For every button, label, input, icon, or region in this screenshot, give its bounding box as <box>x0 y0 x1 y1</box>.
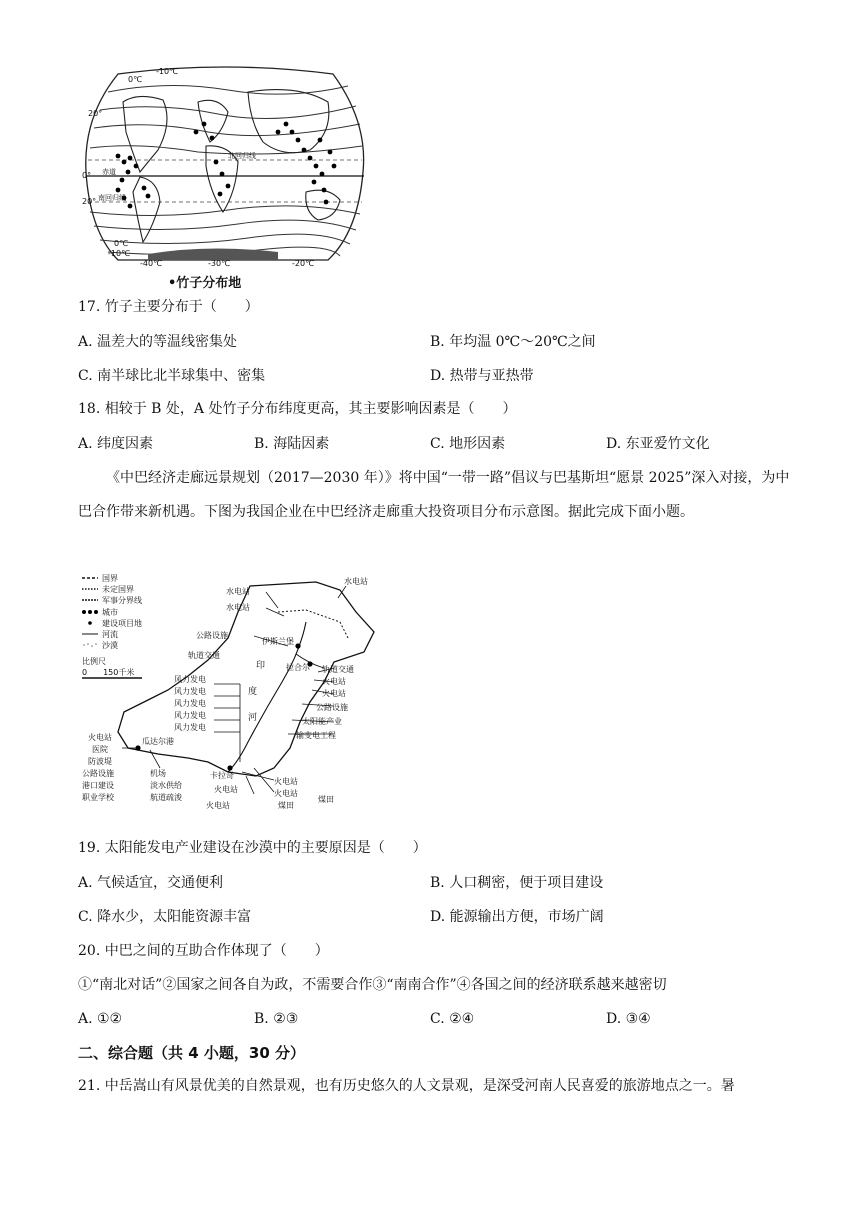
q20-statements: ①“南北对话”②国家之间各自为政，不需要合作③“南南合作”④各国之间的经济联系越来越密切 <box>78 977 667 993</box>
q18-stem: 18. 相较于 B 处，A 处竹子分布纬度更高，其主要影响因素是（ ） <box>78 401 517 417</box>
q20-option-c: C. ②④ <box>430 1011 475 1027</box>
q18-option-b: B. 海陆因素 <box>254 436 330 452</box>
label-iso-0-top: 0℃ <box>128 75 143 84</box>
label-bottom-neg40: -40℃ <box>140 259 163 267</box>
river-label-1: 度 <box>248 687 258 697</box>
left-label-4: 港口建设 <box>82 781 114 790</box>
mid-label-5: 火电站 <box>322 677 346 686</box>
mid-label-3: 拉合尔 <box>286 663 310 672</box>
top-label-0: 水电站 <box>226 587 250 596</box>
mid-label-2: 伊斯兰堡 <box>262 637 294 646</box>
legend-5: 河流 <box>102 630 118 639</box>
bamboo-map-svg <box>78 62 368 267</box>
passage-cpec: 《中巴经济走廊远景规划（2017—2030 年）》将中国“一带一路”倡议与巴基斯坦“愿景 2025”深入对接，为中巴合作带来新机遇。下图为我国企业在中巴经济走廊重大投资项目分布示意图。据此完成下面小题。 <box>78 470 790 520</box>
q17-option-c: C. 南半球比北半球集中、密集 <box>78 368 266 384</box>
port-label-1: 机场 <box>150 769 166 778</box>
label-bottom-neg30: -30℃ <box>208 259 231 267</box>
bamboo-map-caption: •竹子分布地 <box>168 276 242 291</box>
mid-label-9: 输变电工程 <box>296 731 336 740</box>
bottom-label-3: 煤田 <box>278 801 294 810</box>
bottom-label-4: 煤田 <box>318 795 334 804</box>
label-bottom-neg20: -20℃ <box>292 259 315 267</box>
q21-stem: 21. 中岳嵩山有风景优美的自然景观，也有历史悠久的人文景观，是深受河南人民喜爱的旅游地点之一。暑 <box>78 1078 735 1094</box>
legend-0: 国界 <box>102 574 118 583</box>
wind-label-2: 风力发电 <box>174 699 206 708</box>
label-lat20-top: 20° <box>88 109 103 118</box>
q19-option-b: B. 人口稠密，便于项目建设 <box>430 875 604 891</box>
left-label-3: 公路设施 <box>82 769 114 778</box>
q19-option-a: A. 气候适宜，交通便利 <box>78 875 224 891</box>
legend-3: 城市 <box>102 608 118 617</box>
left-label-0: 火电站 <box>88 733 112 742</box>
wind-label-3: 风力发电 <box>174 711 206 720</box>
scale-label: 比例尺 <box>82 657 106 666</box>
left-label-5: 职业学校 <box>82 793 114 802</box>
bottom-label-1: 火电站 <box>214 785 238 794</box>
karachi-label: 卡拉奇 <box>210 771 234 780</box>
q17-option-d: D. 热带与亚热带 <box>430 368 534 384</box>
wind-label-4: 风力发电 <box>174 723 206 732</box>
q19-stem: 19. 太阳能发电产业建设在沙漠中的主要原因是（ ） <box>78 840 427 856</box>
scale-value: 0 150千米 <box>82 668 135 677</box>
q20-option-b: B. ②③ <box>254 1011 299 1027</box>
top-label-2: 水电站 <box>344 577 368 586</box>
label-equator: 赤道 <box>102 168 116 176</box>
q18-option-d: D. 东亚爱竹文化 <box>606 436 710 452</box>
label-iso-neg10: -10℃ <box>156 67 179 76</box>
q20-option-d: D. ③④ <box>606 1011 651 1027</box>
legend-6: 沙漠 <box>102 641 118 650</box>
bottom-label-0: 火电站 <box>274 777 298 786</box>
top-label-1: 水电站 <box>226 603 250 612</box>
q17-stem: 17. 竹子主要分布于（ ） <box>78 299 259 315</box>
q19-option-c: C. 降水少，太阳能资源丰富 <box>78 909 252 925</box>
legend-1: 未定国界 <box>102 585 134 594</box>
wind-label-1: 风力发电 <box>174 687 206 696</box>
left-label-1: 医院 <box>92 745 108 754</box>
bottom-label-2: 火电站 <box>274 789 298 798</box>
legend-4: 建设项目地 <box>102 619 142 628</box>
river-label-0: 印 <box>256 661 266 671</box>
bamboo-distribution-map <box>78 62 368 267</box>
mid-label-6: 火电站 <box>322 689 346 698</box>
q18-option-c: C. 地形因素 <box>430 436 506 452</box>
bottom-label-5: 火电站 <box>206 801 230 810</box>
q19-option-d: D. 能源输出方便，市场广阔 <box>430 909 604 925</box>
wind-label-0: 风力发电 <box>174 675 206 684</box>
river-label-2: 河 <box>248 713 258 723</box>
q17-option-b: B. 年均温 0℃～20℃之间 <box>430 334 596 350</box>
cpec-map-svg <box>78 572 378 812</box>
port-label-0: 瓜达尔港 <box>142 737 174 746</box>
port-label-3: 航道疏浚 <box>150 793 182 802</box>
label-lat20-bottom: 20° <box>82 197 97 206</box>
cpec-projects-map <box>78 572 378 812</box>
label-tropic-north: 北回归线 <box>228 152 256 160</box>
q20-option-a: A. ①② <box>78 1011 123 1027</box>
label-bottom-neg10: -10℃ <box>108 249 131 258</box>
section2-heading: 二、综合题（共 4 小题，30 分） <box>78 1044 305 1062</box>
mid-label-0: 公路设施 <box>196 631 228 640</box>
label-tropic-south: 南回归线 <box>98 194 126 202</box>
left-label-2: 防波堤 <box>88 757 112 766</box>
legend-2: 军事分界线 <box>102 596 142 605</box>
port-label-2: 淡水供给 <box>150 781 182 790</box>
mid-label-7: 公路设施 <box>316 703 348 712</box>
q17-option-a: A. 温差大的等温线密集处 <box>78 334 238 350</box>
label-bottom-0: 0℃ <box>114 239 129 248</box>
mid-label-8: 太阳能产业 <box>302 717 342 726</box>
mid-label-4: 轨道交通 <box>322 665 354 674</box>
label-lat0: 0° <box>82 171 92 180</box>
mid-label-1: 轨道交通 <box>188 651 220 660</box>
q18-option-a: A. 纬度因素 <box>78 436 154 452</box>
q20-stem: 20. 中巴之间的互助合作体现了（ ） <box>78 943 329 959</box>
